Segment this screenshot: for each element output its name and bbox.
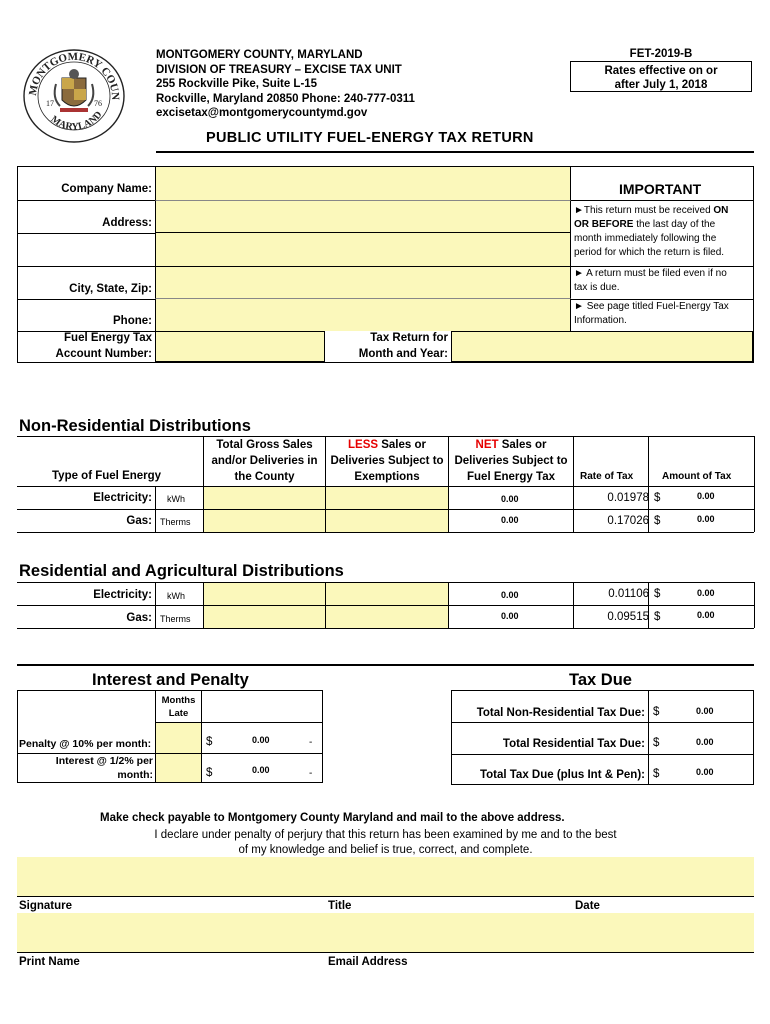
res-heading: Residential and Agricultural Distributions: [19, 562, 344, 580]
divider: [17, 200, 155, 201]
nonres-electricity-gross-input[interactable]: [204, 487, 325, 509]
divider: [573, 582, 574, 628]
divider: [573, 436, 574, 532]
divider: [201, 690, 202, 783]
total-due-label: Total Tax Due (plus Int & Pen):: [479, 769, 645, 781]
penalty-currency: $: [206, 736, 213, 748]
res-electricity-rate: 0.01106: [608, 588, 649, 600]
lower-section-rule: [17, 664, 754, 666]
org-name: MONTGOMERY COUNTY, MARYLAND: [156, 49, 363, 61]
rates-line-2: after July 1, 2018: [614, 79, 708, 91]
period-label-1: Tax Return for: [370, 332, 448, 344]
agency-address: [156, 48, 415, 121]
total-nonres-currency: $: [653, 706, 660, 718]
triangle-bullet-icon: ►: [574, 268, 584, 279]
signature-label: Signature: [19, 900, 73, 912]
rates-line-1: Rates effective on or: [604, 65, 718, 77]
res-electricity-amount: 0.00: [697, 588, 715, 598]
res-electricity-label: Electricity:: [93, 589, 152, 601]
nonres-electricity-less-input[interactable]: [326, 487, 448, 509]
month-year-input[interactable]: [451, 331, 753, 362]
interest-currency: $: [206, 767, 213, 779]
res-gas-unit: Therms: [160, 614, 191, 624]
total-due-currency: $: [653, 768, 660, 780]
res-gas-amount: 0.00: [697, 610, 715, 620]
col-rate-header: Rate of Tax: [580, 471, 634, 482]
res-gas-gross-input[interactable]: [204, 606, 325, 628]
divider: [17, 628, 754, 629]
print-name-row-input[interactable]: [17, 913, 754, 953]
total-res-label: Total Residential Tax Due:: [502, 738, 645, 750]
divider: [754, 436, 755, 532]
total-res-value: 0.00: [696, 737, 714, 747]
important-title: IMPORTANT: [619, 181, 702, 197]
interest-dash: -: [309, 768, 313, 779]
company-name-input[interactable]: [155, 167, 571, 200]
nonres-gas-label: Gas:: [126, 515, 152, 527]
svg-text:17: 17: [46, 99, 54, 108]
nonres-gas-amount: 0.00: [697, 514, 715, 524]
division-name: DIVISION OF TREASURY – EXCISE TAX UNIT: [156, 63, 402, 76]
address-input-2[interactable]: [155, 233, 571, 266]
signature-row-input[interactable]: [17, 857, 754, 897]
interest-label: Interest @ 1/2% per month:: [55, 755, 153, 781]
address-input-1[interactable]: [155, 200, 571, 233]
res-electricity-gross-input[interactable]: [204, 583, 325, 605]
account-number-input[interactable]: [155, 331, 325, 362]
print-name-label: Print Name: [19, 956, 80, 968]
triangle-bullet-icon: ►: [574, 205, 584, 216]
res-gas-less-input[interactable]: [326, 606, 448, 628]
nonres-heading: Non-Residential Distributions: [19, 417, 251, 435]
date-label: Date: [575, 900, 600, 912]
col-type-header: Type of Fuel Energy: [52, 470, 162, 482]
divider: [571, 331, 754, 332]
title-label: Title: [328, 900, 352, 912]
phone-input[interactable]: [155, 299, 571, 331]
svg-text:MARYLAND: MARYLAND: [48, 109, 105, 133]
divider: [571, 200, 754, 201]
svg-text:76: 76: [94, 99, 102, 108]
company-name-label: Company Name:: [61, 183, 152, 195]
nonres-electricity-currency: $: [654, 492, 661, 504]
col-less-header: LESS Sales or Deliveries Subject to Exemptions: [330, 439, 444, 483]
nonres-gas-less-input[interactable]: [326, 510, 448, 532]
res-gas-rate: 0.09515: [607, 611, 649, 623]
divider: [448, 582, 449, 628]
city-state-zip-label: City, State, Zip:: [69, 283, 152, 295]
penalty-value: 0.00: [252, 735, 270, 745]
email-address-label: Email Address: [328, 956, 408, 968]
nonres-gas-gross-input[interactable]: [204, 510, 325, 532]
agency-email: excisetax@montgomerycountymd.gov: [156, 107, 368, 120]
interest-heading: Interest and Penalty: [92, 671, 249, 689]
divider: [17, 532, 754, 533]
nonres-electricity-net: 0.00: [501, 494, 519, 504]
nonres-electricity-label: Electricity:: [93, 492, 152, 504]
res-gas-net: 0.00: [501, 611, 519, 621]
divider: [155, 486, 156, 532]
penalty-label: Penalty @ 10% per month:: [19, 738, 152, 750]
months-late-header: Months Late: [161, 695, 196, 719]
form-id: FET-2019-B: [629, 48, 693, 60]
address-label: Address:: [102, 217, 152, 229]
total-nonres-value: 0.00: [696, 706, 714, 716]
city-state-zip-input[interactable]: [155, 266, 571, 299]
divider: [17, 233, 155, 234]
important-note-2: ► A return must be filed even if no tax is due.: [574, 268, 727, 293]
divider: [451, 722, 754, 723]
page-title: PUBLIC UTILITY FUEL-ENERGY TAX RETURN: [206, 130, 534, 146]
nonres-electricity-unit: kWh: [167, 494, 185, 504]
nonres-electricity-rate: 0.01978: [607, 492, 649, 504]
triangle-bullet-icon: ►: [574, 301, 584, 312]
nonres-gas-rate: 0.17026: [607, 515, 649, 527]
period-label-2: Month and Year:: [358, 348, 448, 360]
res-electricity-net: 0.00: [501, 590, 519, 600]
important-note-1: ►This return must be received ON OR BEFORE the last day of the month immediately following the period for which the return is filed.: [574, 205, 729, 258]
interest-value: 0.00: [252, 765, 270, 775]
phone-label: Phone:: [113, 315, 152, 327]
total-res-currency: $: [653, 737, 660, 749]
title-rule: [156, 151, 754, 153]
city-phone: Rockville, Maryland 20850 Phone: 240-777-0311: [156, 92, 415, 105]
nonres-gas-net: 0.00: [501, 515, 519, 525]
col-gross-header: Total Gross Sales and/or Deliveries in the County: [211, 439, 318, 483]
penalty-dash: -: [309, 737, 313, 748]
divider: [17, 299, 155, 300]
payable-instructions: Make check payable to Montgomery County Maryland and mail to the above address.: [100, 812, 565, 824]
declaration: I declare under penalty of perjury that this return has been examined by me and to the best of my knowledge and belief is true, correct, and complete.: [154, 829, 617, 856]
divider: [17, 266, 155, 267]
divider: [754, 582, 755, 628]
res-gas-label: Gas:: [126, 612, 152, 624]
nonres-gas-unit: Therms: [160, 517, 191, 527]
nonres-gas-currency: $: [654, 515, 661, 527]
divider: [451, 754, 754, 755]
divider: [648, 690, 649, 785]
interest-months-input[interactable]: [156, 754, 201, 782]
res-electricity-unit: kWh: [167, 591, 185, 601]
county-seal: [18, 44, 130, 146]
divider: [155, 582, 156, 628]
street-address: 255 Rockville Pike, Suite L-15: [156, 78, 318, 91]
total-nonres-label: Total Non-Residential Tax Due:: [476, 707, 645, 719]
nonres-electricity-amount: 0.00: [697, 491, 715, 501]
col-net-header: NET Sales or Deliveries Subject to Fuel Energy Tax: [454, 439, 568, 483]
res-gas-currency: $: [654, 611, 661, 623]
res-electricity-currency: $: [654, 588, 661, 600]
rates-effective-box: [570, 61, 752, 92]
tax-due-heading: Tax Due: [569, 671, 632, 689]
res-electricity-less-input[interactable]: [326, 583, 448, 605]
col-amount-header: Amount of Tax: [662, 471, 732, 482]
penalty-months-input[interactable]: [156, 723, 201, 753]
total-due-value: 0.00: [696, 767, 714, 777]
important-note-3: ► See page titled Fuel-Energy Tax Information.: [574, 301, 729, 326]
account-label-2: Account Number:: [55, 348, 152, 360]
svg-text:MONTGOMERY COUNTY: MONTGOMERY COUN: [26, 50, 122, 101]
account-label-1: Fuel Energy Tax: [64, 332, 152, 344]
